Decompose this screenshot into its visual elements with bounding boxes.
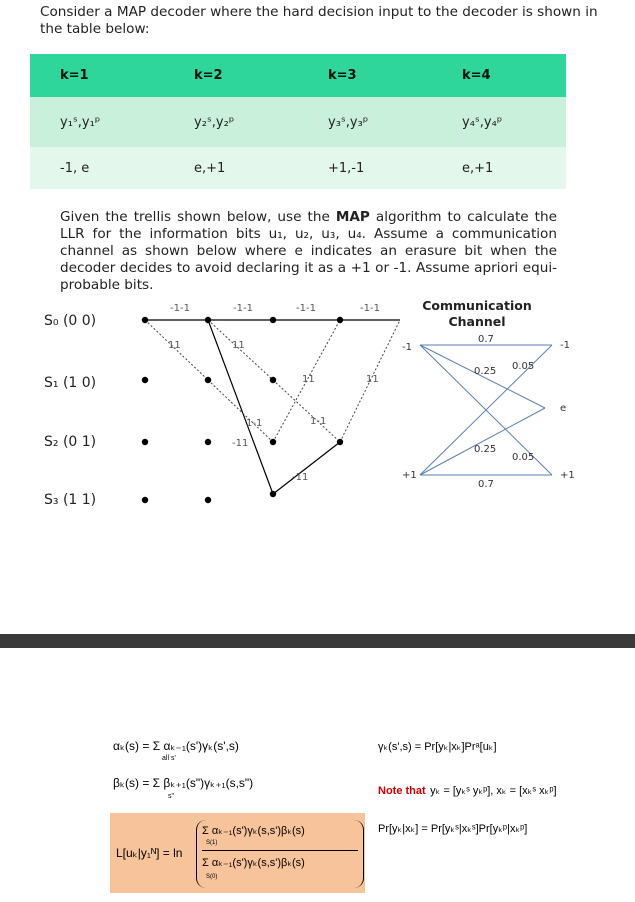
prob-005-b: 0.05 (512, 452, 535, 463)
node (205, 439, 211, 445)
llr-numerator-index: S(1) (206, 840, 218, 846)
node (142, 439, 148, 445)
symbol-k3: y₃ˢ,y₃ᵖ (298, 97, 432, 147)
node (205, 377, 211, 383)
top-label-2: -1-1 (233, 303, 253, 314)
branch-label-m11-b: -11 (292, 472, 309, 483)
value-k1: -1, e (30, 147, 164, 189)
alpha-sum-index: all s' (162, 755, 176, 762)
value-k3: +1,-1 (298, 147, 432, 189)
symbol-k1: y₁ˢ,y₁ᵖ (30, 97, 164, 147)
channel-input-neg: -1 (402, 342, 412, 353)
alpha-equation: αₖ(s) = Σ αₖ₋₁(s')γₖ(s',s) (113, 739, 239, 753)
llr-numerator: Σ αₖ₋₁(s')γₖ(s,s')βₖ(s) (202, 825, 305, 837)
node (142, 497, 148, 503)
channel-output-pos: +1 (560, 470, 575, 481)
branch-label-11-b: 11 (232, 340, 245, 351)
prob-025-a: 0.25 (474, 366, 497, 377)
prob-top: 0.7 (478, 334, 494, 345)
note-label: Note that (378, 785, 426, 797)
pr-equation: Pr[yₖ|xₖ] = Pr[yₖˢ|xₖˢ]Pr[yₖᵖ|xₖᵖ] (378, 823, 528, 835)
llr-fraction-bar (202, 850, 358, 851)
prob-bottom: 0.7 (478, 479, 494, 490)
channel-output-neg: -1 (560, 340, 570, 351)
node (337, 317, 343, 323)
value-k2: e,+1 (164, 147, 298, 189)
slide-separator (0, 634, 635, 648)
symbol-k4: y₄ˢ,y₄ᵖ (432, 97, 566, 147)
header-k1: k=1 (30, 54, 164, 97)
prob-025-b: 0.25 (474, 444, 497, 455)
header-k4: k=4 (432, 54, 566, 97)
gamma-equation: γₖ(s',s) = Pr[yₖ|xₖ]Prᵃ[uₖ] (378, 741, 497, 753)
branch-s3-to-s2 (273, 442, 340, 494)
top-label-4: -1-1 (360, 303, 380, 314)
node (337, 439, 343, 445)
channel-line-pos-to-e (420, 408, 545, 475)
intro-text: Consider a MAP decoder where the hard decision input to the decoder is shown in the table below: (40, 4, 598, 37)
state-s1-label: S₁ (1 0) (44, 375, 97, 391)
header-k2: k=2 (164, 54, 298, 97)
note-line (378, 781, 557, 799)
symbol-k2: y₂ˢ,y₂ᵖ (164, 97, 298, 147)
node (142, 317, 148, 323)
note-expression: yₖ = [yₖˢ yₖᵖ], xₖ = [xₖˢ xₖᵖ] (430, 785, 557, 797)
channel-input-pos: +1 (402, 470, 417, 481)
node (270, 317, 276, 323)
channel-output-e: e (560, 403, 567, 414)
branch-label-m11-a: -11 (232, 438, 249, 449)
branch-label-11-a: 11 (168, 340, 181, 351)
branch-label-1m1-b: 1-1 (310, 416, 327, 427)
state-s2-label: S₂ (0 1) (44, 434, 97, 450)
llr-denominator: Σ αₖ₋₁(s')γₖ(s,s')βₖ(s) (202, 857, 305, 869)
node (142, 377, 148, 383)
beta-sum-index: s" (168, 793, 174, 800)
state-s3-label: S₃ (1 1) (44, 492, 97, 508)
branch-s1-to-s2-k3 (273, 380, 340, 442)
value-k4: e,+1 (432, 147, 566, 189)
prob-005-a: 0.05 (512, 361, 535, 372)
node (270, 377, 276, 383)
node (270, 491, 276, 497)
llr-denominator-index: S(0) (206, 874, 218, 880)
llr-lhs: L[uₖ|y₁ᴺ] = ln (116, 846, 183, 860)
node (205, 317, 211, 323)
beta-equation: βₖ(s) = Σ βₖ₊₁(s")γₖ₊₁(s,s") (113, 776, 254, 790)
problem-statement: Given the trellis shown below, use the MAP algorithm to calculate the LLR for the information bits u₁, u₂, u₃, u₄. Assume a communication channel as shown below where e indicates an erasure bit when the decoder decides to avoid declaring it as a +1 or -1. Assume apriori equi-probable bits. (60, 209, 557, 293)
node (205, 497, 211, 503)
channel-title: Communication Channel (422, 298, 532, 329)
branch-label-11-c: 11 (302, 374, 315, 385)
branch-label-1m1-a: 1-1 (246, 418, 263, 429)
header-k3: k=3 (298, 54, 432, 97)
top-label-1: -1-1 (170, 303, 190, 314)
node (270, 439, 276, 445)
map-keyword: MAP (335, 209, 370, 225)
top-label-3: -1-1 (296, 303, 316, 314)
branch-s1-to-s2 (208, 380, 273, 442)
branch-label-11-d: 11 (366, 374, 379, 385)
state-s0-label: S₀ (0 0) (44, 313, 97, 329)
